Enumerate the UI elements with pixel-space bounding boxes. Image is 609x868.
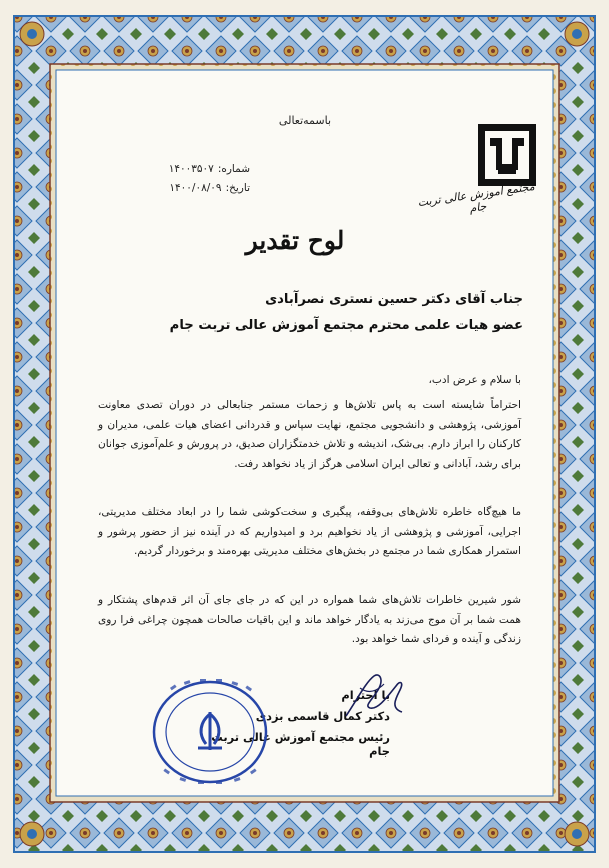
body-paragraph-2 [98,503,521,562]
official-seal [150,678,270,786]
university-logo-caption: مجتمع آموزش عالی تربت جام [416,179,536,216]
signatory-name: دکتر کمال قاسمی بزدی [255,709,390,723]
handwritten-signature [340,668,410,726]
letter-date-value: ۱۴۰۰/۰۸/۰۹ [169,182,222,194]
letter-date [110,182,250,194]
paragraph-2-text: ما هیچ‌گاه خاطره تلاش‌های بی‌وقفه، پیگیری و سخت‌کوشی شما را در ابعاد مختلف مدیریتی، اجرایی، آموزشی و پژوهشی از یاد نخواهیم برد و امیدواریم که در آینده نیز از حضور پرشور و استمرار همکاری شما در مجتمع در بخش‌های مختلف مدیریتی بهره‌مند و برخوردار گردیم. [98,506,521,558]
body-paragraph-3 [98,591,521,650]
addressee-line-2: عضو هیات علمی محترم مجتمع آموزش عالی تربت جام [169,318,523,333]
letter-number-value: ۱۴۰۰۳۵۰۷ [168,163,214,175]
letter-date-label: تاریخ: [225,182,250,194]
basmala: باسمه‌تعالی [278,114,332,127]
body-paragraph-1 [98,396,521,475]
signatory-position: رئیس مجتمع آموزش عالی تربت جام [211,730,390,758]
paragraph-3-text: شور شیرین خاطرات تلاش‌های شما همواره در این که در جای جای آن اثر قدم‌های پشتکار و همت شما بر آن موج می‌زند به یادگار خواهد ماند و این باقیات صالحات همچون چراغی فرا روی زندگی و آینده و فردای شما خواهد بود. [98,594,521,646]
greeting: با سلام و عرض ادب، [428,374,521,386]
closing: با احترام [341,688,390,702]
paragraph-1-text: احتراماً شایسته است به پاس تلاش‌ها و زحمات مستمر جنابعالی در دوران تصدی معاونت آموزشی، پژوهشی و دانشجویی مجتمع، نهایت سپاس و قدردانی اعضای هیات علمی، مدیران و کارکنان را ابراز دارم. بی‌شک، اندیشه و تلاش خدمتگزاران صدیق، در پرورش و علم‌آموزی جوانان برای رشد، آبادانی و تعالی ایران اسلامی هرگز از یاد نخواهد رفت. [98,399,521,471]
letter-number-label: شماره: [217,163,250,175]
letter-number [110,163,250,175]
certificate-title: لوح تقدیر [245,226,345,255]
addressee-line-1: جناب آقای دکتر حسین نستری نصرآبادی [265,292,523,307]
